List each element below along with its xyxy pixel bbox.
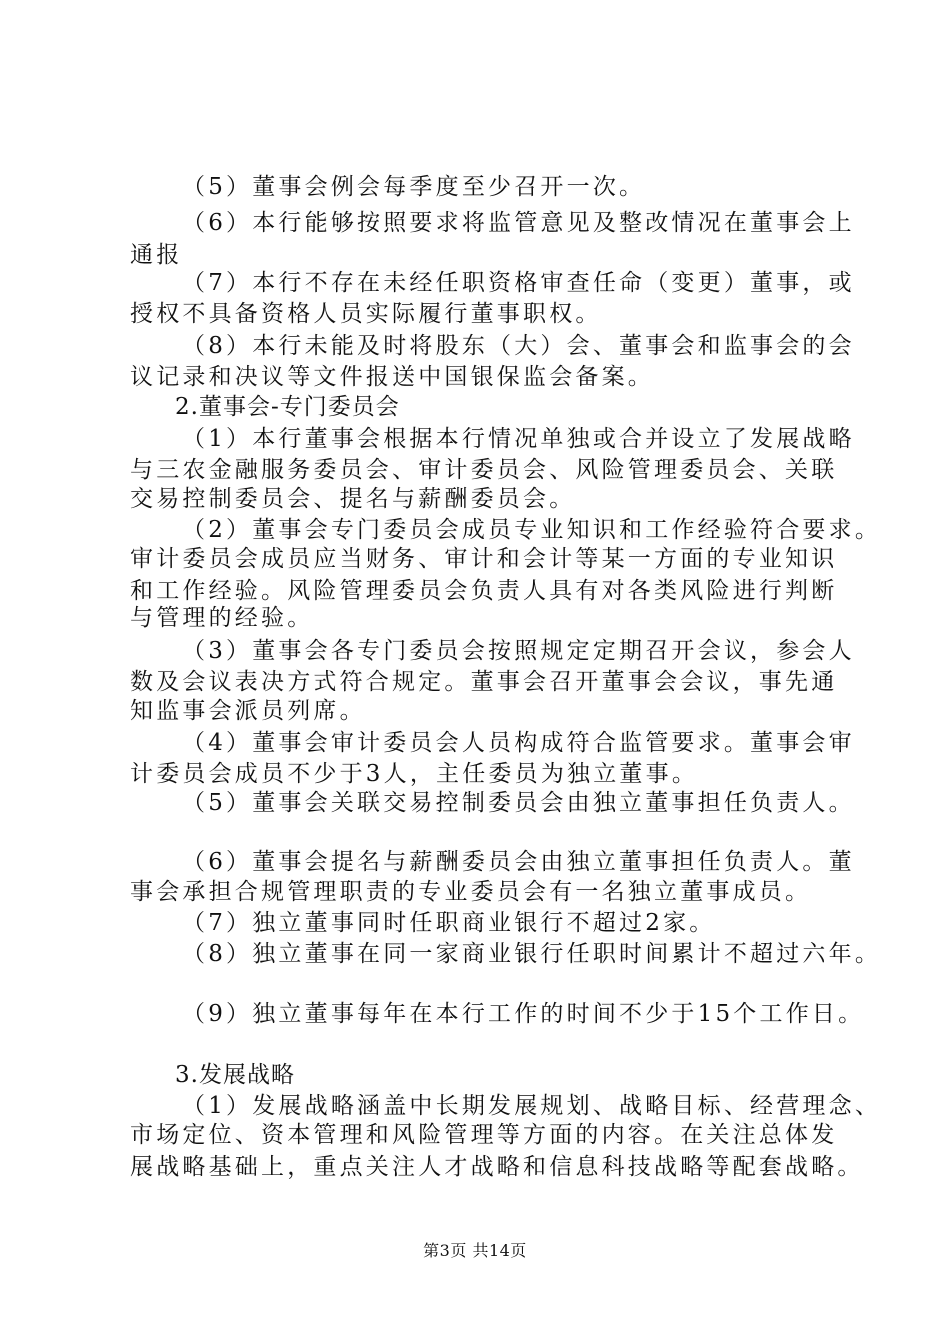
paragraph-line: 和工作经验。风险管理委员会负责人具有对各类风险进行判断 [130,578,838,604]
paragraph-line: （8）独立董事在同一家商业银行任职时间累计不超过六年。 [182,941,882,967]
paragraph-line: 交易控制委员会、提名与薪酬委员会。 [130,486,576,512]
paragraph-line: 审计委员会成员应当财务、审计和会计等某一方面的专业知识 [130,546,838,572]
paragraph-line: 与三农金融服务委员会、审计委员会、风险管理委员会、关联 [130,457,838,483]
paragraph-line: 通报 [130,242,183,268]
paragraph-line: 展战略基础上，重点关注人才战略和信息科技战略等配套战略。 [130,1154,864,1180]
paragraph-line: （6）董事会提名与薪酬委员会由独立董事担任负责人。董 [182,849,855,875]
paragraph-line: 授权不具备资格人员实际履行董事职权。 [130,301,602,327]
paragraph-line: （5）董事会例会每季度至少召开一次。 [182,174,646,200]
paragraph-line: （6）本行能够按照要求将监管意见及整改情况在董事会上 [182,210,855,236]
paragraph-line: 市场定位、资本管理和风险管理等方面的内容。在关注总体发 [130,1122,838,1148]
paragraph-line: （3）董事会各专门委员会按照规定定期召开会议，参会人 [182,638,855,664]
paragraph-line: （7）独立董事同时任职商业银行不超过2家。 [182,910,716,936]
paragraph-line: （5）董事会关联交易控制委员会由独立董事担任负责人。 [182,790,855,816]
section-heading: 3.发展战略 [175,1062,295,1088]
paragraph-line: （7）本行不存在未经任职资格审查任命（变更）董事，或 [182,270,855,296]
paragraph-line: 知监事会派员列席。 [130,698,366,724]
paragraph-line: （8）本行未能及时将股东（大）会、董事会和监事会的会 [182,333,855,359]
paragraph-line: （1）本行董事会根据本行情况单独或合并设立了发展战略 [182,426,855,452]
paragraph-line: 事会承担合规管理职责的专业委员会有一名独立董事成员。 [130,879,812,905]
paragraph-line: 计委员会成员不少于3人，主任委员为独立董事。 [130,761,699,787]
paragraph-line: （4）董事会审计委员会人员构成符合监管要求。董事会审 [182,730,855,756]
paragraph-line: 议记录和决议等文件报送中国银保监会备案。 [130,364,654,390]
section-heading: 2.董事会-专门委员会 [175,394,400,420]
paragraph-line: （9）独立董事每年在本行工作的时间不少于15个工作日。 [182,1001,865,1027]
paragraph-line: 数及会议表决方式符合规定。董事会召开董事会会议，事先通 [130,669,838,695]
paragraph-line: 与管理的经验。 [130,605,314,631]
page-footer: 第3页 共14页 [423,1241,527,1260]
paragraph-line: （1）发展战略涵盖中长期发展规划、战略目标、经营理念、 [182,1093,882,1119]
paragraph-line: （2）董事会专门委员会成员专业知识和工作经验符合要求。 [182,517,882,543]
